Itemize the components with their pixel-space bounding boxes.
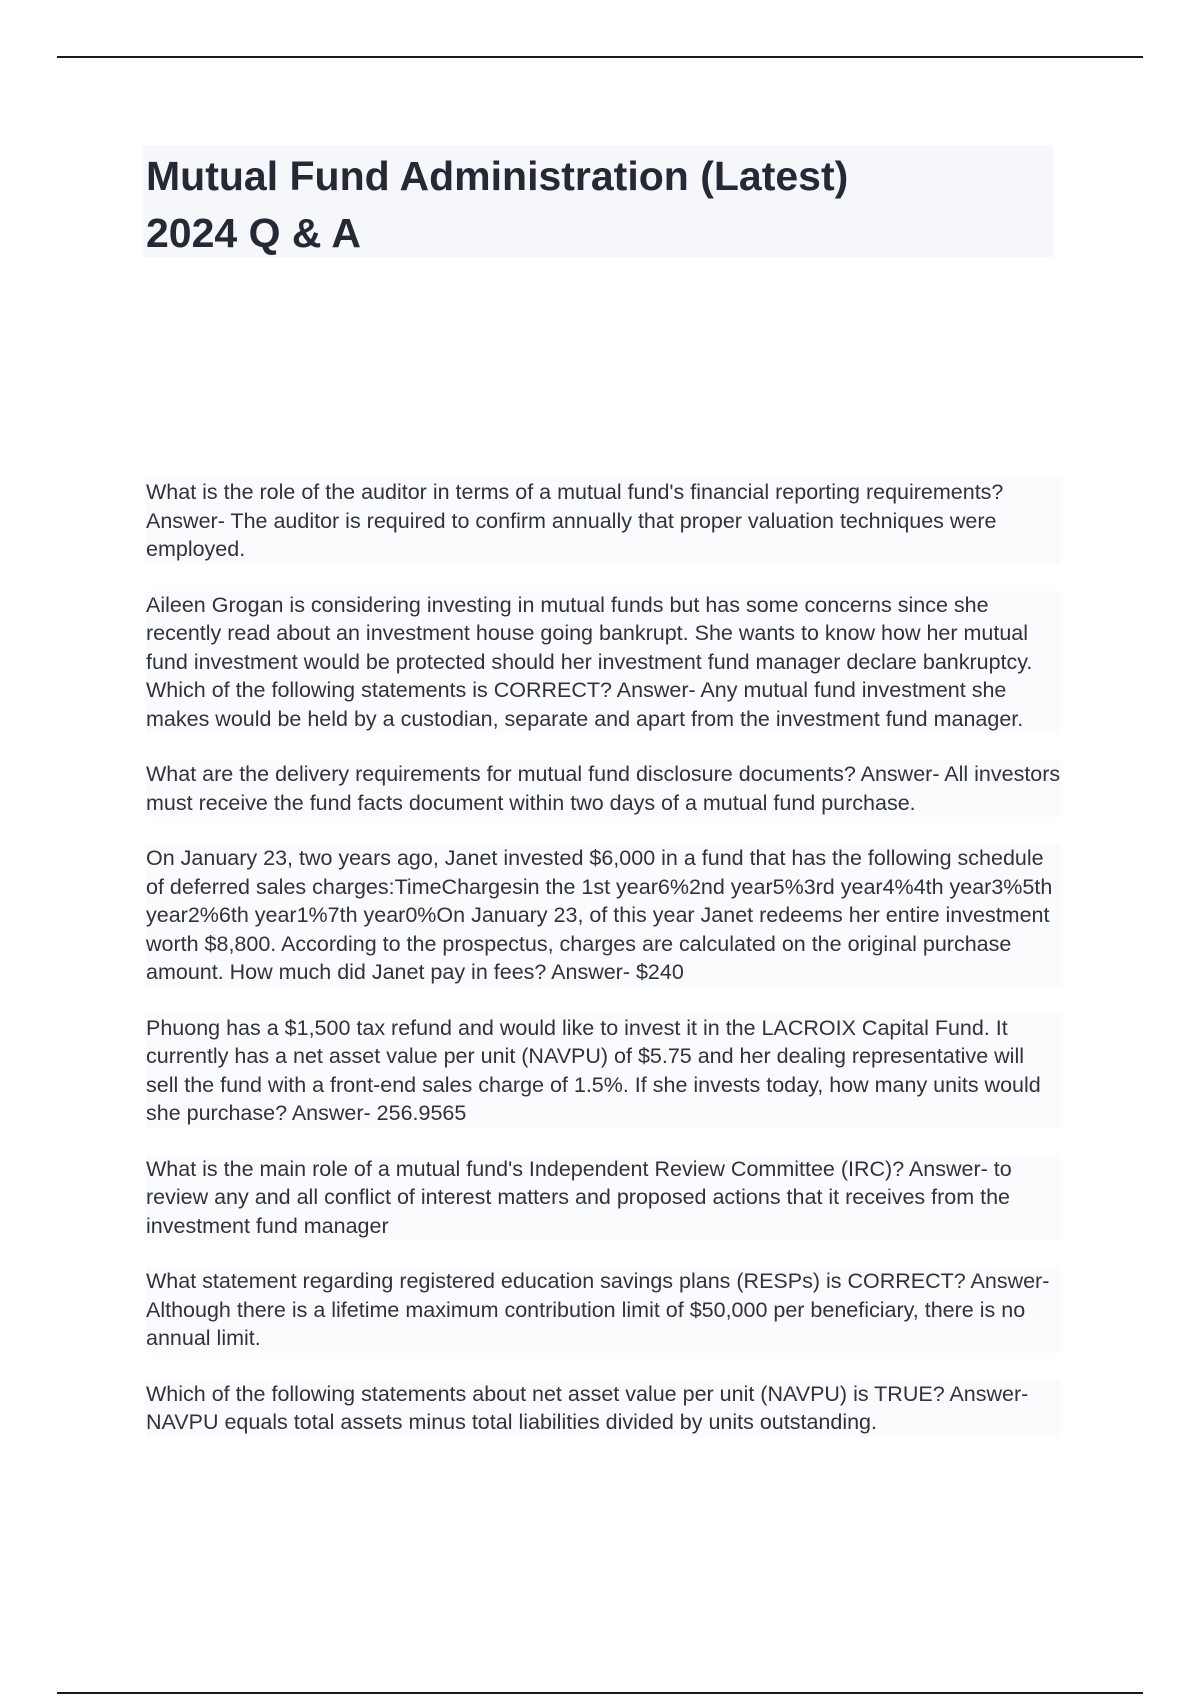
qa-item-irc-role: What is the main role of a mutual fund's Independent Review Committee (IRC)? Answer- to review any and all conflict of interest matters and proposed actions that it receives from the investment fund manager bbox=[146, 1155, 1061, 1241]
qa-item-front-end-charge: Phuong has a $1,500 tax refund and would like to invest it in the LACROIX Capital Fund. It currently has a net asset value per unit (NAVPU) of $5.75 and her dealing representative will sell the fund with a front-end sales charge of 1.5%. If she invests today, how many units would she purchase? Answer- 256.9565 bbox=[146, 1014, 1061, 1128]
qa-item-deferred-sales-charges: On January 23, two years ago, Janet invested $6,000 in a fund that has the following schedule of deferred sales charges:TimeChargesin the 1st year6%2nd year5%3rd year4%4th year3%5th year2%6th year1%7th year0%On January 23, of this year Janet redeems her entire investment worth $8,800. According to the prospectus, charges are calculated on the original purchase amount. How much did Janet pay in fees? Answer- $240 bbox=[146, 844, 1061, 987]
qa-item-custodian: Aileen Grogan is considering investing in mutual funds but has some concerns since she recently read about an investment house going bankrupt. She wants to know how her mutual fund investment would be protected should her investment fund manager declare bankruptcy. Which of the following statements is CORRECT? Answer- Any mutual fund investment she makes would be held by a custodian, separate and apart from the investment fund manager. bbox=[146, 591, 1061, 734]
page-title-line-2: 2024 Q & A bbox=[146, 210, 361, 256]
qa-item-navpu: Which of the following statements about net asset value per unit (NAVPU) is TRUE? Answer- NAVPU equals total assets minus total liabilities divided by units outstanding. bbox=[146, 1380, 1061, 1437]
bottom-divider bbox=[57, 1692, 1143, 1694]
qa-item-resp: What statement regarding registered education savings plans (RESPs) is CORRECT? Answer- Although there is a lifetime maximum contribution limit of $50,000 per beneficiary, there is no annual limit. bbox=[146, 1267, 1061, 1353]
top-divider bbox=[57, 56, 1143, 58]
page-title bbox=[146, 148, 1046, 262]
qa-list bbox=[146, 478, 1061, 1464]
page-title-line-1: Mutual Fund Administration (Latest) bbox=[146, 153, 849, 199]
qa-item-delivery-requirements: What are the delivery requirements for mutual fund disclosure documents? Answer- All investors must receive the fund facts document within two days of a mutual fund purchase. bbox=[146, 760, 1061, 817]
qa-item-auditor-role: What is the role of the auditor in terms of a mutual fund's financial reporting requirements? Answer- The auditor is required to confirm annually that proper valuation techniques were employed. bbox=[146, 478, 1061, 564]
